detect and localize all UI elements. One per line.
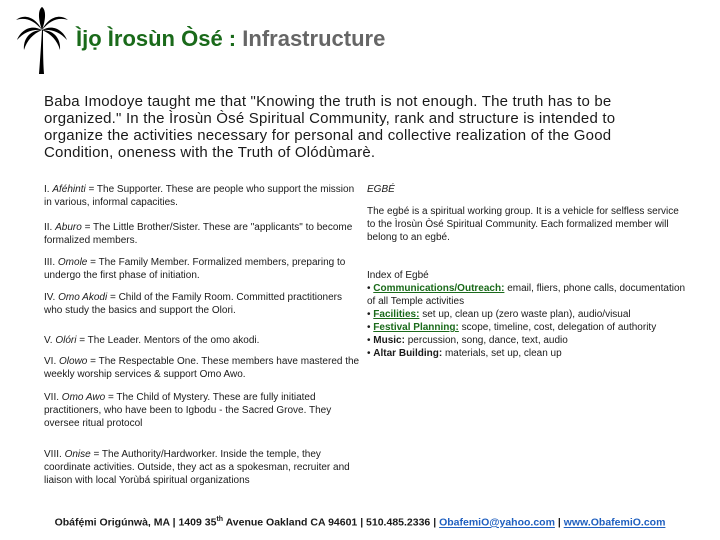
footer-separator: | xyxy=(557,516,561,529)
website-link[interactable]: www.ObafemiO.com xyxy=(563,516,666,529)
intro-paragraph: Baba Imodoye taught me that "Knowing the truth is not enough. The truth has to be organized." In the Ìrosùn Òsé Spiritual Community, rank and structure is intended to organize the activities necessary for personal and collective realization of the Good Condition, oneness with the Truth of Olódùmarè. xyxy=(44,93,616,161)
rank-item: VI. Olowo = The Respectable One. These members have mastered the weekly worship services & support Omo Awo. xyxy=(44,356,360,380)
list-item: • Music: percussion, song, dance, text, audio xyxy=(367,335,568,346)
rank-item: I. Aféhinti = The Supporter. These are people who support the mission in various, informal capacities. xyxy=(44,184,355,208)
rank-item: III. Omole = The Family Member. Formalized members, preparing to undergo the first phase of initiation. xyxy=(44,257,346,281)
egbe-index-heading: Index of Egbé xyxy=(367,270,429,281)
rank-item: II. Aburo = The Little Brother/Sister. These are "applicants" to become formalized members. xyxy=(44,222,353,246)
rank-item: VIII. Onise = The Authority/Hardworker. Inside the temple, they coordinate activities. Outside, they act as a spokesman, recruiter and liaison with local Yorùbá spiritual organizations xyxy=(44,449,350,486)
footer-name: Obáfẹ́mi Origúnwà, MA | 1409 35 xyxy=(54,516,217,529)
email-link[interactable]: ObafemiO@yahoo.com xyxy=(439,516,555,529)
rank-item: V. Olóri = The Leader. Mentors of the omo akodi. xyxy=(44,335,260,346)
list-item: • Festival Planning: scope, timeline, cost, delegation of authority xyxy=(367,322,657,333)
title-sub: Infrastructure xyxy=(242,26,386,51)
list-item: • Altar Building: materials, set up, clean up xyxy=(367,348,562,359)
list-item: • Communications/Outreach: email, fliers, phone calls, documentation of all Temple activities xyxy=(367,283,686,307)
rank-item: IV. Omo Akodi = Child of the Family Room. Committed practitioners who study the basics and support the Olori. xyxy=(44,292,343,316)
footer-address: Avenue Oakland CA 94601 | 510.485.2336 | xyxy=(223,516,437,529)
list-item: • Facilities: set up, clean up (zero waste plan), audio/visual xyxy=(367,309,631,320)
egbe-heading: EGBÉ xyxy=(367,184,395,195)
footer xyxy=(0,516,720,529)
egbe-text: The egbé is a spiritual working group. It is a vehicle for selfless service to the Ìrosùn Òsé Spiritual Community. Each formalized member will belong to an egbé. xyxy=(367,206,679,243)
page-title xyxy=(76,26,385,52)
title-main: Ìjọ Ìrosùn Òsé : xyxy=(76,26,237,51)
footer-sup: th xyxy=(216,516,224,523)
palm-tree-logo-icon xyxy=(15,6,69,76)
egbe-index xyxy=(367,269,687,360)
rank-item: VII. Omo Awo = The Child of Mystery. These are fully initiated practitioners, who have been to Igbodu - the Sacred Grove. They oversee ritual protocol xyxy=(44,392,332,429)
